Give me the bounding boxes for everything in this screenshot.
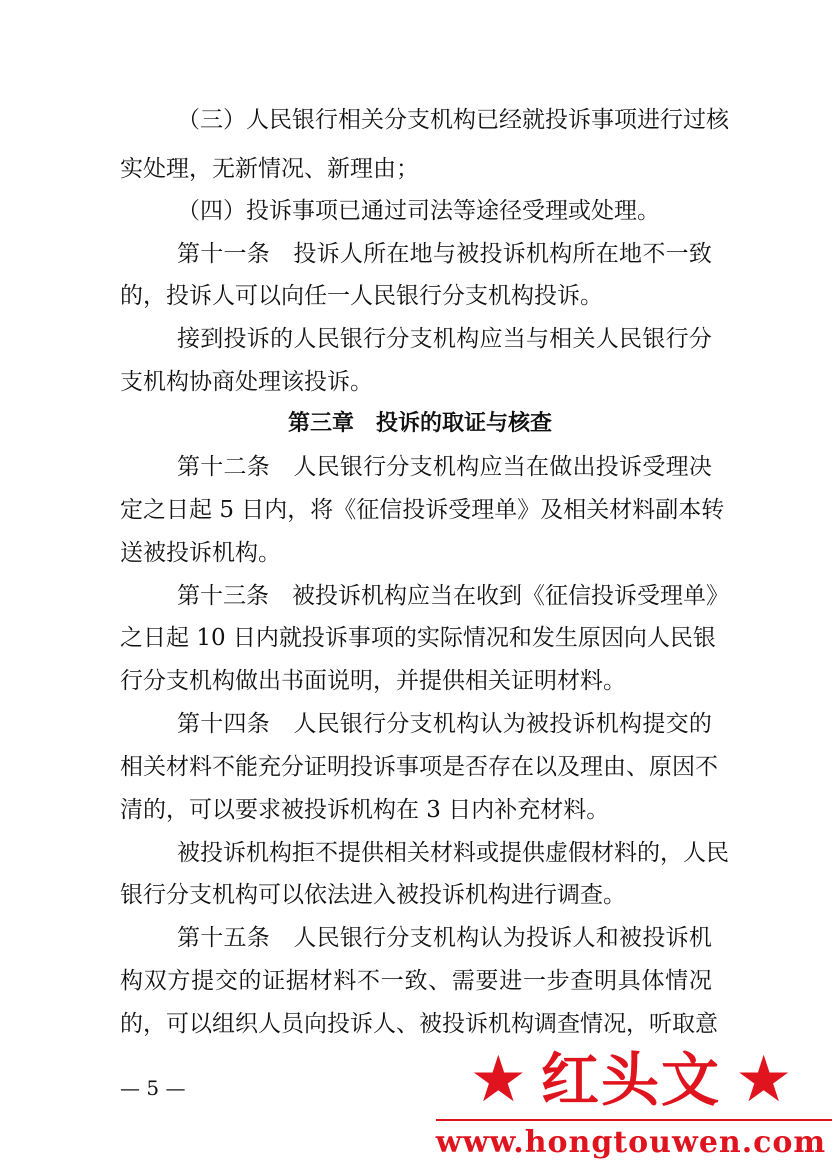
page-number: — 5 — <box>120 1076 186 1100</box>
text-line: 清的，可以要求被投诉机构在 3 日内补充材料。 <box>120 797 610 823</box>
star-icon: ★ <box>735 1043 793 1117</box>
text-line: 接 到 投 诉 的 人 民 银 行 分 支 机 构 应 当 与 相 关 人 民 银 行 分 <box>177 326 712 352</box>
article-11-line: 第 十 一 条 投 诉 人 所 在 地 与 被 投 诉 机 构 所 在 地 不 一 致 <box>177 241 712 267</box>
site-watermark <box>430 1045 832 1169</box>
text-line: 被 投 诉 机 构 拒 不 提 供 相 关 材 料 或 提 供 虚 假 材 料 的 ， 人 民 <box>177 840 729 866</box>
watermark-divider <box>436 1119 832 1121</box>
text-line: 行分支机构做出书面说明，并提供相关证明材料。 <box>120 668 626 694</box>
text-line: 实处理，无新情况、新理由； <box>120 156 419 182</box>
text-line: 之 日 起 1 0 日 内 就 投 诉 事 项 的 实 际 情 况 和 发 生 原 因 向 人 民 银 <box>120 625 716 651</box>
text-line: （四）投诉事项已通过司法等途径受理或处理。 <box>177 198 660 224</box>
watermark-url: www.hongtouwen.com <box>435 1125 827 1160</box>
watermark-title-text: 红头文 <box>540 1046 721 1114</box>
chapter-heading: 第三章 投诉的取证与核查 <box>288 411 553 436</box>
text-line: 相 关 材 料 不 能 充 分 证 明 投 诉 事 项 是 否 存 在 以 及 理 由 、 原 因 不 <box>120 754 718 780</box>
text-line: 的，投诉人可以向任一人民银行分支机构投诉。 <box>120 283 603 309</box>
text-line: 银行分支机构可以依法进入被投诉机构进行调查。 <box>120 882 626 908</box>
article-14-line: 第 十 四 条 人 民 银 行 分 支 机 构 认 为 被 投 诉 机 构 提 交 的 <box>177 711 712 737</box>
article-15-line: 第 十 五 条 人 民 银 行 分 支 机 构 认 为 投 诉 人 和 被 投 诉 机 <box>177 925 712 951</box>
text-line: 支机构协商处理该投诉。 <box>120 369 373 395</box>
text-line: （ 三 ） 人 民 银 行 相 关 分 支 机 构 已 经 就 投 诉 事 项 进 行 过 核 <box>177 107 729 133</box>
star-icon: ★ <box>469 1043 527 1117</box>
article-13-line: 第 十 三 条 被 投 诉 机 构 应 当 在 收 到 《 征 信 投 诉 受 理 单 》 <box>177 583 729 609</box>
text-line: 构 双 方 提 交 的 证 据 材 料 不 一 致 、 需 要 进 一 步 查 明 具 体 情 况 <box>120 968 712 994</box>
text-line: 定 之 日 起 5 日 内 ， 将 《 征 信 投 诉 受 理 单 》 及 相 关 材 料 副 本 转 <box>120 497 725 523</box>
article-12-line: 第 十 二 条 人 民 银 行 分 支 机 构 应 当 在 做 出 投 诉 受 理 决 <box>177 454 712 480</box>
text-line: 送被投诉机构。 <box>120 540 281 566</box>
watermark-title <box>430 1045 832 1115</box>
text-line: 的 ， 可 以 组 织 人 员 向 投 诉 人 、 被 投 诉 机 构 调 查 情 况 ， 听 取 意 <box>120 1011 718 1037</box>
